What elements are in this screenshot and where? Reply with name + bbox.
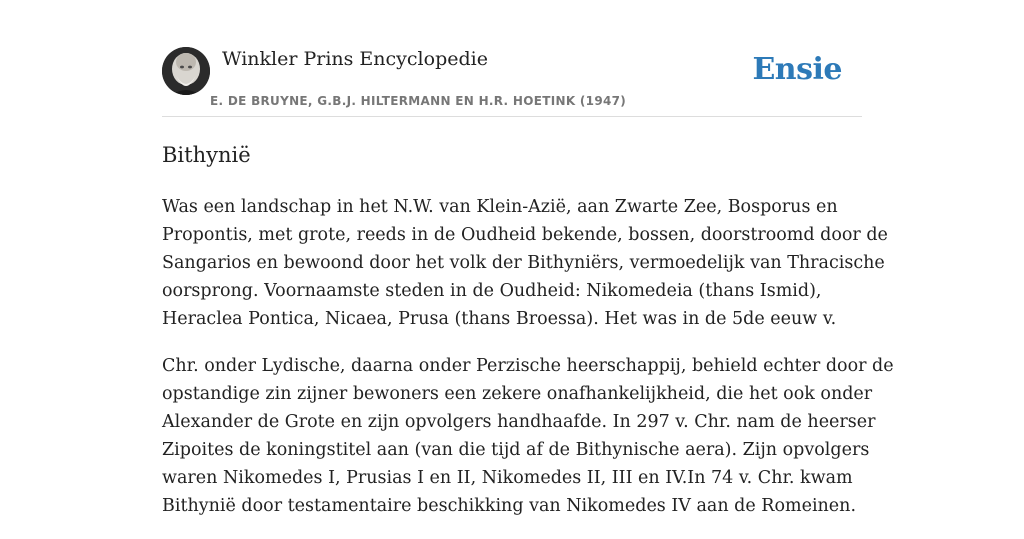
paragraph-1 (162, 193, 888, 333)
article-body (162, 140, 894, 539)
paragraph-line: Chr. onder Lydische, daarna onder Perzische heerschappij, behield echter door de (162, 356, 894, 376)
page-header (162, 40, 862, 117)
paragraph-line: Bithynië door testamentaire beschikking van Nikomedes IV aan de Romeinen. (162, 496, 857, 516)
paragraph-line: Sangarios en bewoond door het volk der Bithyniërs, vermoedelijk van Thracische (162, 253, 885, 273)
entry-title: Bithynië (162, 143, 251, 167)
paragraph-line: Zipoites de koningstitel aan (van die tijd af de Bithynische aera). Zijn opvolgers (162, 440, 870, 460)
paragraph-line: Alexander de Grote en zijn opvolgers handhaafde. In 297 v. Chr. nam de heerser (162, 412, 876, 432)
brand-logo-link[interactable]: Ensie (752, 52, 842, 87)
author-avatar[interactable] (162, 47, 210, 95)
paragraph-line: oorsprong. Voornaamste steden in de Oudheid: Nikomedeia (thans Ismid), (162, 281, 822, 301)
publication-title[interactable]: Winkler Prins Encyclopedie (222, 48, 488, 70)
paragraph-line: Was een landschap in het N.W. van Klein-Azië, aan Zwarte Zee, Bosporus en (162, 197, 838, 217)
paragraph-2 (162, 352, 894, 520)
publication-authors: E. DE BRUYNE, G.B.J. HILTERMANN EN H.R. HOETINK (1947) (210, 94, 627, 108)
portrait-image (162, 47, 210, 95)
paragraph-line: Propontis, met grote, reeds in de Oudheid bekende, bossen, doorstroomd door de (162, 225, 888, 245)
paragraph-line: waren Nikomedes I, Prusias I en II, Nikomedes II, III en IV.In 74 v. Chr. kwam (162, 468, 853, 488)
paragraph-line: opstandige zin zijner bewoners een zekere onafhankelijkheid, die het ook onder (162, 384, 873, 404)
paragraph-line: Heraclea Pontica, Nicaea, Prusa (thans Broessa). Het was in de 5de eeuw v. (162, 309, 837, 329)
